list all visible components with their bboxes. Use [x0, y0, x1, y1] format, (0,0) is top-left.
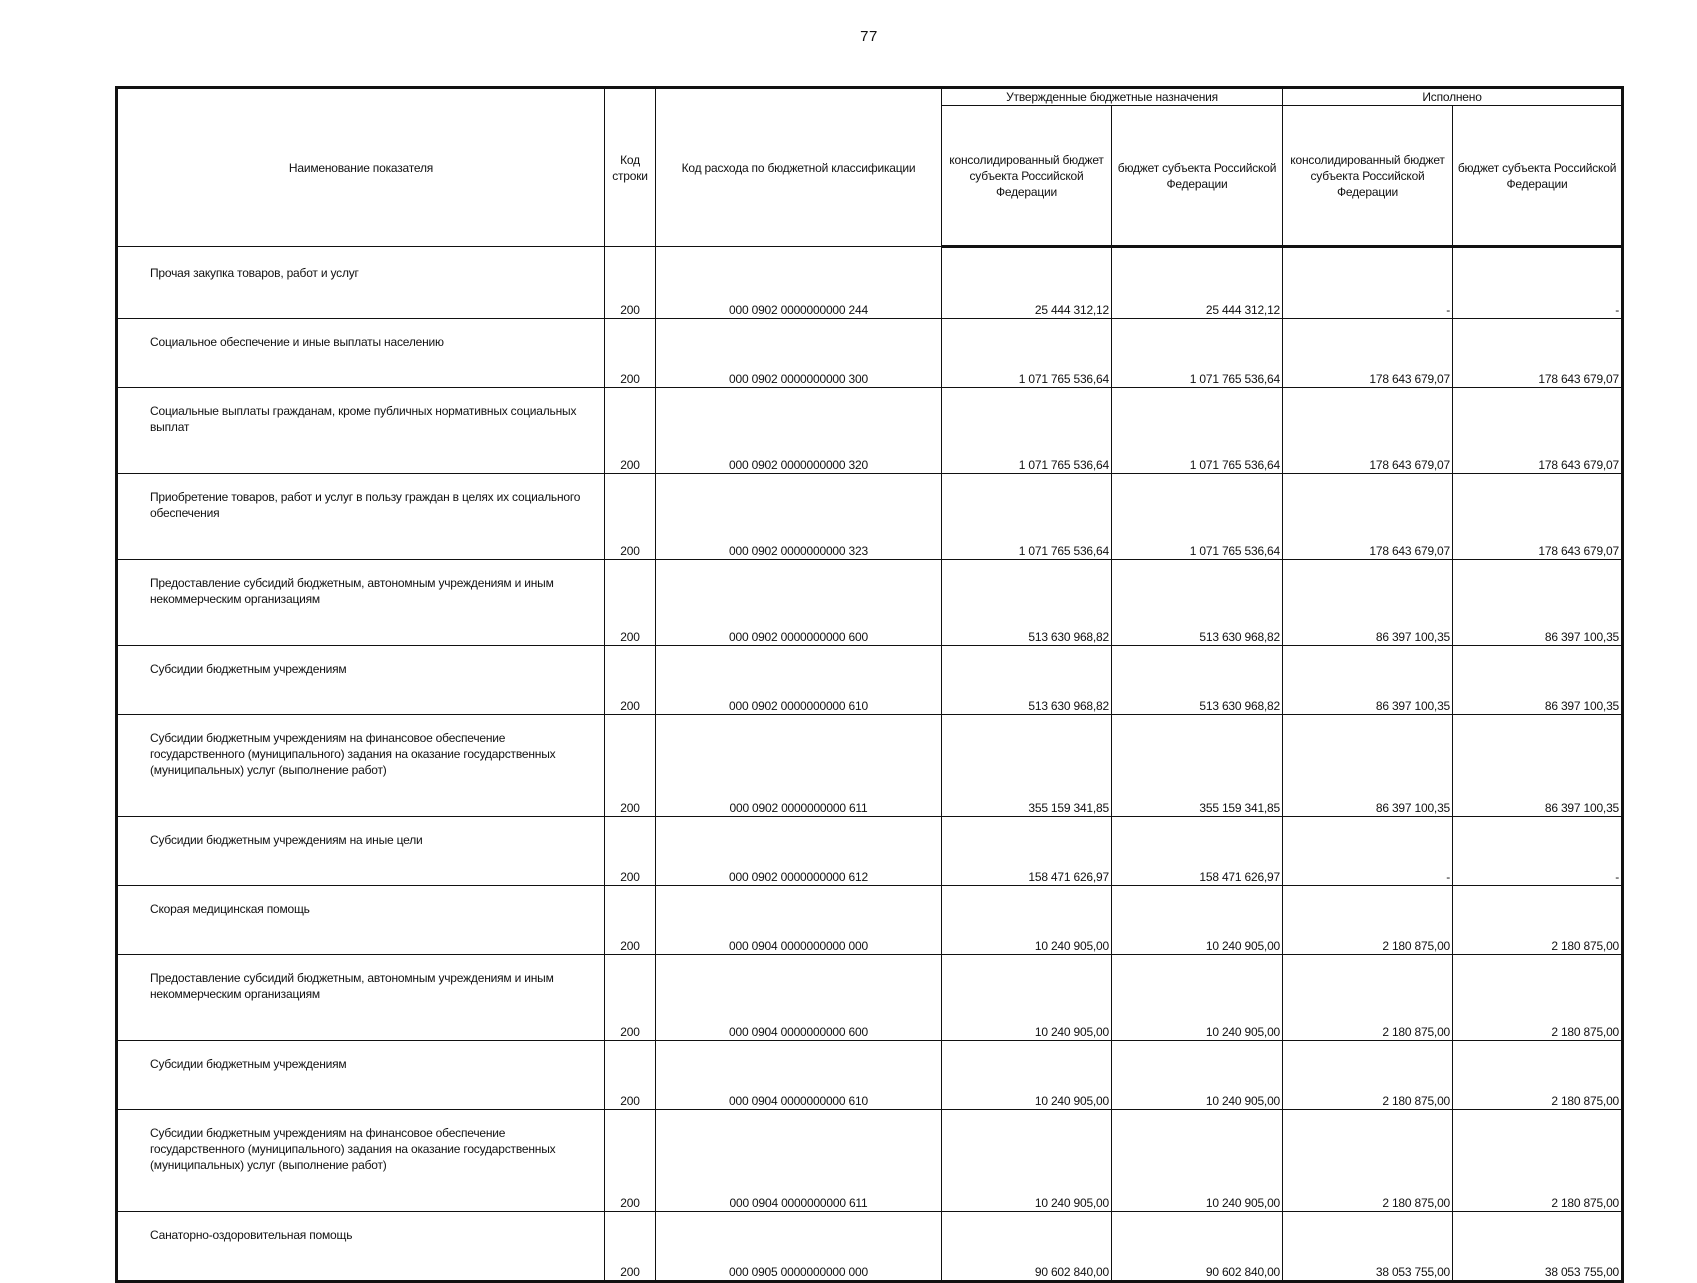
row-name: Социальные выплаты гражданам, кроме публичных нормативных социальных выплат [117, 388, 605, 474]
row-class-code: 000 0904 0000000000 000 [656, 886, 942, 955]
row-class-code: 000 0904 0000000000 600 [656, 955, 942, 1041]
header-approved-subject: бюджет субъекта Российской Федерации [1112, 106, 1283, 247]
row-approved-subject: 158 471 626,97 [1112, 817, 1283, 886]
row-name: Санаторно-оздоровительная помощь [117, 1212, 605, 1282]
table-body [117, 247, 1623, 1282]
row-executed-consolidated: 86 397 100,35 [1283, 715, 1453, 817]
row-line-code: 200 [605, 247, 656, 319]
table-row [117, 388, 1623, 474]
row-approved-consolidated: 10 240 905,00 [942, 886, 1112, 955]
header-row-group [117, 88, 1623, 106]
header-name: Наименование показателя [117, 88, 605, 247]
row-executed-subject: 86 397 100,35 [1453, 715, 1623, 817]
header-approved-consolidated: консолидированный бюджет субъекта Российской Федерации [942, 106, 1112, 247]
row-executed-subject: 38 053 755,00 [1453, 1212, 1623, 1282]
header-approved-group: Утвержденные бюджетные назначения [942, 88, 1283, 106]
row-line-code: 200 [605, 1041, 656, 1110]
row-line-code: 200 [605, 1212, 656, 1282]
row-approved-subject: 1 071 765 536,64 [1112, 388, 1283, 474]
row-executed-subject: 2 180 875,00 [1453, 955, 1623, 1041]
row-approved-consolidated: 513 630 968,82 [942, 646, 1112, 715]
row-approved-consolidated: 25 444 312,12 [942, 247, 1112, 319]
row-executed-consolidated: 38 053 755,00 [1283, 1212, 1453, 1282]
row-approved-consolidated: 355 159 341,85 [942, 715, 1112, 817]
row-line-code: 200 [605, 474, 656, 560]
row-executed-consolidated: 86 397 100,35 [1283, 560, 1453, 646]
row-approved-subject: 1 071 765 536,64 [1112, 319, 1283, 388]
row-name: Приобретение товаров, работ и услуг в пользу граждан в целях их социального обеспечения [117, 474, 605, 560]
row-name: Субсидии бюджетным учреждениям на иные цели [117, 817, 605, 886]
table-row [117, 715, 1623, 817]
row-executed-consolidated: 2 180 875,00 [1283, 955, 1453, 1041]
row-executed-consolidated: - [1283, 247, 1453, 319]
row-name: Предоставление субсидий бюджетным, автономным учреждениям и иным некоммерческим организациям [117, 955, 605, 1041]
header-executed-subject: бюджет субъекта Российской Федерации [1453, 106, 1623, 247]
table-row [117, 955, 1623, 1041]
row-executed-consolidated: 86 397 100,35 [1283, 646, 1453, 715]
row-name: Прочая закупка товаров, работ и услуг [117, 247, 605, 319]
row-executed-subject: 178 643 679,07 [1453, 474, 1623, 560]
row-executed-consolidated: 178 643 679,07 [1283, 319, 1453, 388]
row-name: Субсидии бюджетным учреждениям на финансовое обеспечение государственного (муниципального) задания на оказание государственных (муниципальных) услуг (выполнение работ) [117, 1110, 605, 1212]
row-class-code: 000 0902 0000000000 612 [656, 817, 942, 886]
header-executed-group: Исполнено [1283, 88, 1623, 106]
row-class-code: 000 0902 0000000000 300 [656, 319, 942, 388]
row-executed-subject: - [1453, 247, 1623, 319]
row-line-code: 200 [605, 955, 656, 1041]
row-class-code: 000 0902 0000000000 610 [656, 646, 942, 715]
row-approved-consolidated: 10 240 905,00 [942, 955, 1112, 1041]
table-row [117, 560, 1623, 646]
row-executed-subject: 2 180 875,00 [1453, 1110, 1623, 1212]
page-number: 77 [860, 28, 878, 45]
table-row [117, 474, 1623, 560]
table-row [117, 1110, 1623, 1212]
row-executed-subject: 2 180 875,00 [1453, 1041, 1623, 1110]
row-class-code: 000 0902 0000000000 600 [656, 560, 942, 646]
row-class-code: 000 0902 0000000000 323 [656, 474, 942, 560]
row-name: Скорая медицинская помощь [117, 886, 605, 955]
row-executed-consolidated: 2 180 875,00 [1283, 1110, 1453, 1212]
table-row [117, 886, 1623, 955]
row-name: Социальное обеспечение и иные выплаты населению [117, 319, 605, 388]
row-approved-consolidated: 10 240 905,00 [942, 1110, 1112, 1212]
row-executed-subject: 178 643 679,07 [1453, 388, 1623, 474]
table-row [117, 1041, 1623, 1110]
row-executed-subject: 2 180 875,00 [1453, 886, 1623, 955]
row-approved-subject: 90 602 840,00 [1112, 1212, 1283, 1282]
row-class-code: 000 0902 0000000000 244 [656, 247, 942, 319]
row-approved-subject: 355 159 341,85 [1112, 715, 1283, 817]
row-approved-consolidated: 158 471 626,97 [942, 817, 1112, 886]
row-executed-consolidated: 178 643 679,07 [1283, 388, 1453, 474]
row-approved-subject: 10 240 905,00 [1112, 886, 1283, 955]
header-line-code: Код строки [605, 88, 656, 247]
row-class-code: 000 0902 0000000000 611 [656, 715, 942, 817]
row-executed-consolidated: 2 180 875,00 [1283, 886, 1453, 955]
row-class-code: 000 0905 0000000000 000 [656, 1212, 942, 1282]
row-executed-subject: 86 397 100,35 [1453, 646, 1623, 715]
row-approved-subject: 513 630 968,82 [1112, 646, 1283, 715]
row-class-code: 000 0904 0000000000 611 [656, 1110, 942, 1212]
header-executed-consolidated: консолидированный бюджет субъекта Российской Федерации [1283, 106, 1453, 247]
row-approved-subject: 513 630 968,82 [1112, 560, 1283, 646]
row-executed-subject: 178 643 679,07 [1453, 319, 1623, 388]
table-row [117, 247, 1623, 319]
row-approved-subject: 10 240 905,00 [1112, 1041, 1283, 1110]
row-approved-consolidated: 1 071 765 536,64 [942, 474, 1112, 560]
table-row [117, 1212, 1623, 1282]
row-line-code: 200 [605, 715, 656, 817]
row-approved-consolidated: 10 240 905,00 [942, 1041, 1112, 1110]
row-line-code: 200 [605, 319, 656, 388]
row-name: Предоставление субсидий бюджетным, автономным учреждениям и иным некоммерческим организациям [117, 560, 605, 646]
row-approved-consolidated: 513 630 968,82 [942, 560, 1112, 646]
row-approved-subject: 1 071 765 536,64 [1112, 474, 1283, 560]
row-class-code: 000 0904 0000000000 610 [656, 1041, 942, 1110]
header-class-code: Код расхода по бюджетной классификации [656, 88, 942, 247]
table-row [117, 646, 1623, 715]
row-executed-consolidated: 178 643 679,07 [1283, 474, 1453, 560]
row-executed-consolidated: 2 180 875,00 [1283, 1041, 1453, 1110]
row-approved-consolidated: 1 071 765 536,64 [942, 319, 1112, 388]
row-approved-subject: 25 444 312,12 [1112, 247, 1283, 319]
budget-execution-table [115, 86, 1624, 1283]
row-line-code: 200 [605, 1110, 656, 1212]
row-line-code: 200 [605, 886, 656, 955]
row-executed-subject: 86 397 100,35 [1453, 560, 1623, 646]
table-row [117, 817, 1623, 886]
row-line-code: 200 [605, 646, 656, 715]
row-name: Субсидии бюджетным учреждениям на финансовое обеспечение государственного (муниципального) задания на оказание государственных (муниципальных) услуг (выполнение работ) [117, 715, 605, 817]
row-name: Субсидии бюджетным учреждениям [117, 646, 605, 715]
row-executed-consolidated: - [1283, 817, 1453, 886]
row-line-code: 200 [605, 817, 656, 886]
row-line-code: 200 [605, 388, 656, 474]
row-name: Субсидии бюджетным учреждениям [117, 1041, 605, 1110]
row-approved-subject: 10 240 905,00 [1112, 1110, 1283, 1212]
row-approved-subject: 10 240 905,00 [1112, 955, 1283, 1041]
row-class-code: 000 0902 0000000000 320 [656, 388, 942, 474]
row-executed-subject: - [1453, 817, 1623, 886]
table-row [117, 319, 1623, 388]
row-approved-consolidated: 90 602 840,00 [942, 1212, 1112, 1282]
row-approved-consolidated: 1 071 765 536,64 [942, 388, 1112, 474]
row-line-code: 200 [605, 560, 656, 646]
